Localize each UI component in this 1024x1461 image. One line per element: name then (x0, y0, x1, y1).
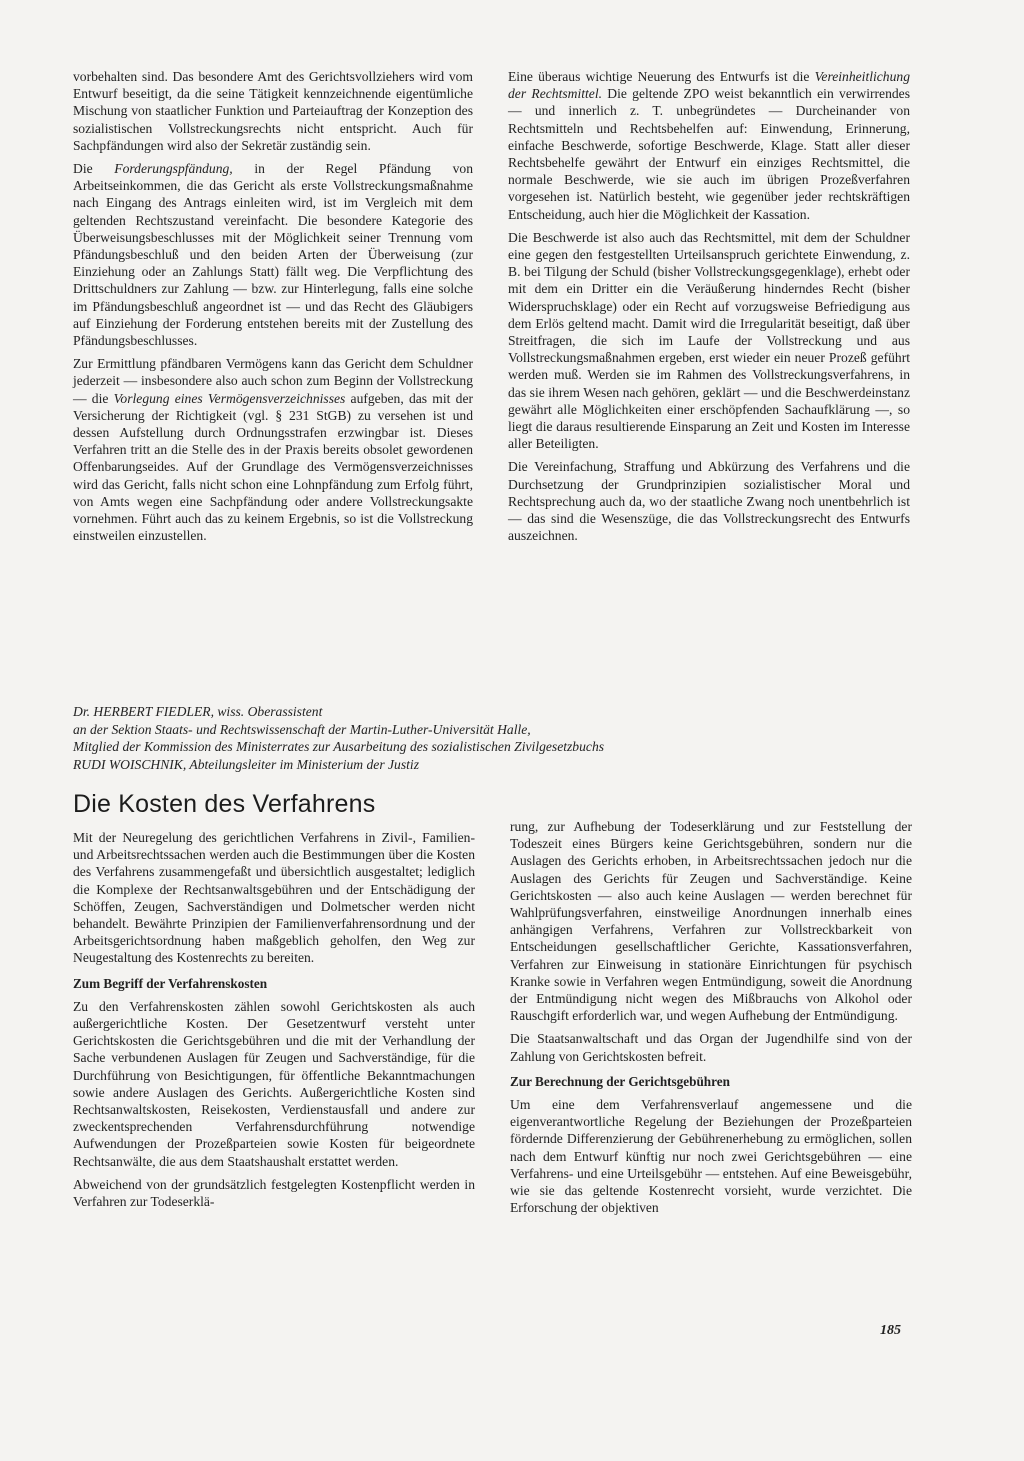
top-right-column (508, 68, 910, 550)
paragraph: Zu den Verfahrenskosten zählen sowohl Gerichtskosten als auch außergerichtliche Kosten. Der Gesetzentwurf versteht unter Gerichtskosten die Gerichtsgebühren und die mit der Verhandlung der Sache verbundenen Auslagen für Zeugen und Sachverständige, für die Durchführung von Besichtigungen, für öffentliche Bekanntmachungen sowie andere Auslagen des Gerichts. Außergerichtliche Kosten sind Rechtsanwaltskosten, Reisekosten, Verdienstausfall und andere zur zweckentsprechenden Verfahrensdurchführung notwendige Aufwendungen der Prozeßparteien sowie Kosten für beigeordnete Rechtsanwälte, die aus dem Staatshaushalt erstattet werden. (73, 998, 475, 1169)
paragraph: Abweichend von der grundsätzlich festgelegten Kostenpflicht werden in Verfahren zur Todeserklä- (73, 1176, 475, 1210)
paragraph: Die Vereinfachung, Straffung und Abkürzung des Verfahrens und die Durchsetzung der Grundprinzipien sozialistischer Moral und Rechtsprechung auch da, wo der staatliche Zwang noch unentbehrlich ist — das sind die Wesenszüge, die das Vollstreckungsrecht des Entwurfs auszeichnen. (508, 459, 910, 544)
paragraph: Um eine dem Verfahrensverlauf angemessene und die eigenverantwortliche Regelung der Beziehungen der Prozeßparteien fördernde Differenzierung der Gebührenerhebung zu ermöglichen, sollen nach dem Entwurf künftig nur noch zwei Gerichtsgebühren — eine Verfahrens- und eine Urteilsgebühr — entstehen. Auf eine Beweisgebühr, wie sie das geltende Kostenrecht vorsieht, wurde verzichtet. Die Erforschung der objektiven (510, 1097, 912, 1216)
paragraph: rung, zur Aufhebung der Todeserklärung und zur Feststellung der Todeszeit eines Bürgers keine Gerichtsgebühren, sondern nur die Auslagen des Gerichts erhoben, in Arbeitsrechtssachen jedoch nur die Auslagen des Gerichts für Zeugen und Sachverständige. Keine Gerichtskosten — also auch keine Auslagen — werden berechnet für Wahlprüfungsverfahren, einstweilige Anordnungen innerhalb eines anhängigen Verfahrens, Verfahren zur Vollstreckbarkeit von Entscheidungen gesellschaftlicher Gerichte, Kassationsverfahren, Verfahren zur Einweisung in stationäre Einrichtungen für psychisch Kranke sowie in Verfahren wegen Entmündigung, soweit die Anordnung der Entmündigung nicht wegen des Mißbrauchs von Alkohol oder Rauschgift erforderlich war, und wegen Aufhebung der Entmündigung. (510, 819, 912, 1024)
author-line: RUDI WOISCHNIK, Abteilungsleiter im Ministerium der Justiz (73, 756, 419, 772)
subheading: Zum Begriff der Verfahrenskosten (73, 975, 268, 991)
text-run: Die (73, 161, 115, 177)
text-run: in der Regel Pfändung von Arbeitseinkommen, die das Gericht als erste Vollstreckungsmaßnahme nach Eingang des Antrags einleiten wird, ist im Vergleich mit dem geltenden Rechtszustand vereinfacht. Die besondere Kategorie des Überweisungsbeschlusses mit der Möglichkeit seiner Trennung vom Pfändungsbeschluß und den beiden Arten der Überweisung (zur Einziehung oder an Zahlungs Statt) fällt weg. Die Verpflichtung des Drittschuldners zur Zahlung — bzw. zur Hinterlegung, falls eine solche im Pfändungsbeschluß angeordnet ist — und das Recht des Gläubigers auf Einziehung der Forderung entstehen bereits mit der Zustellung des Pfändungsbeschlusses. (73, 161, 473, 349)
paragraph: Die Beschwerde ist also auch das Rechtsmittel, mit dem der Schuldner eine gegen den festgestellten Urteilsanspruch gerichtete Einwendung, z. B. bei Tilgung der Schuld (bisher Vollstreckungsgegenklage), erhebt oder mit dem ein Dritter ein die Veräußerung hinderndes Recht (bisher Widerspruchsklage) oder ein Recht auf vorzugsweise Befriedigung aus dem Erlös geltend macht. Damit wird die Irregularität beseitigt, daß über Streitfragen, die sich im Laufe der Vollstreckung und aus Vollstreckungsmaßnahmen ergeben, erst wieder ein neuer Prozeß geführt werden muß. Werden sie im Rahmen des Vollstreckungsverfahrens, in das sie ihrem Wesen nach gehören, geklärt — und die Beschwerdeinstanz gewährt alle Möglichkeiten einer erschöpfenden Sachaufklärung —, so liegt die daraus resultierende Einsparung an Zeit und Kosten im Interesse aller Beteiligten. (508, 229, 910, 452)
emphasis: Vereinheitlichung der Rechtsmittel. (508, 69, 910, 102)
author-line: Dr. HERBERT FIEDLER, wiss. Oberassistent (73, 704, 323, 719)
author-line: an der Sektion Staats- und Rechtswissenschaft der Martin-Luther-Universität Halle, (73, 721, 531, 737)
section-title: Die Kosten des Verfahrens (73, 790, 376, 818)
paragraph: Mit der Neuregelung des gerichtlichen Verfahrens in Zivil-, Familien- und Arbeitsrechtssachen werden auch die Bestimmungen über die Kosten des Verfahrens zusammengefaßt und übersichtlich ausgestaltet; lediglich die Komplexe der Rechtsanwaltsgebühren und der Entschädigung der Schöffen, Zeugen, Sachverständigen und Dolmetscher werden nicht behandelt. Bewährte Prinzipien der Familienverfahrensordnung und der Arbeitsgerichtsordnung haben maßgeblich geholfen, den Weg zur Neugestaltung des Kostenrechts zu bereiten. (73, 830, 475, 966)
paragraph: Die Staatsanwaltschaft und das Organ der Jugendhilfe sind von der Zahlung von Gerichtskosten befreit. (510, 1031, 912, 1064)
paragraph (73, 160, 473, 349)
paragraph (73, 355, 473, 544)
subheading: Zur Berechnung der Gerichtsgebühren (510, 1073, 730, 1089)
text-run: Zur Ermittlung pfändbaren Vermögens kann das Gericht dem Schuldner jederzeit — insbesondere also auch schon zum Beginn der Vollstreckung — die (73, 356, 473, 406)
bottom-right-column (510, 818, 912, 1222)
emphasis: Vorlegung eines Vermögensverzeichnisses (113, 390, 346, 406)
top-left-column (73, 68, 473, 550)
author-line: Mitglied der Kommission des Ministerrates zur Ausarbeitung des sozialistischen Zivilgesetzbuchs (73, 739, 605, 754)
paragraph: vorbehalten sind. Das besondere Amt des Gerichtsvollziehers wird vom Entwurf beseitigt, da die seine Tätigkeit kennzeichnende eigentümliche Mischung von staatlicher Funktion und Parteiauftrag der Konzeption des sozialistischen Vollstreckungsrechts nicht entspricht. Auch für Sachpfändungen wird also der Sekretär zuständig sein. (73, 69, 473, 153)
author-credits (73, 703, 933, 773)
page-number: 185 (880, 1323, 901, 1338)
bottom-left-column (73, 829, 475, 1216)
emphasis: Forderungspfändung, (114, 161, 233, 177)
paragraph (508, 68, 910, 223)
text-run: aufgeben, das mit der Versicherung der Richtigkeit (vgl. § 231 StGB) zu versehen ist und dessen Aufstellung durch Ordnungsstrafen erzwingbar ist. Dieses Verfahren tritt an die Stelle des in der Praxis bereits obsolet gewordenen Offenbarungseides. Auf der Grundlage des Vermögensverzeichnisses wird das Gericht, falls nicht schon eine Lohnpfändung zum Erfolg führt, von Amts wegen eine Sachpfändung oder andere Vollstreckungsakte vornehmen. Führt auch das zu keinem Ergebnis, so ist die Vollstreckung einstweilen einzustellen. (73, 390, 473, 544)
text-run: Die geltende ZPO weist bekanntlich ein verwirrendes — und innerlich z. T. unbegründetes — Durcheinander von Rechtsmitteln und Rechtsbehelfen auf: Einwendung, Erinnerung, einfache Beschwerde, sofortige Beschwerde, Klage. Statt aller dieser Rechtsbehelfe gewährt der Entwurf ein einziges Rechtsmittel, die normale Beschwerde, wie sie auch im übrigen Prozeßverfahren vorgesehen ist. Natürlich besteht, wie gegenüber jeder rechtskräftigen Entscheidung, auch hier die Möglichkeit der Kassation. (508, 86, 910, 222)
text-run: Eine überaus wichtige Neuerung des Entwurfs ist die (508, 69, 815, 84)
